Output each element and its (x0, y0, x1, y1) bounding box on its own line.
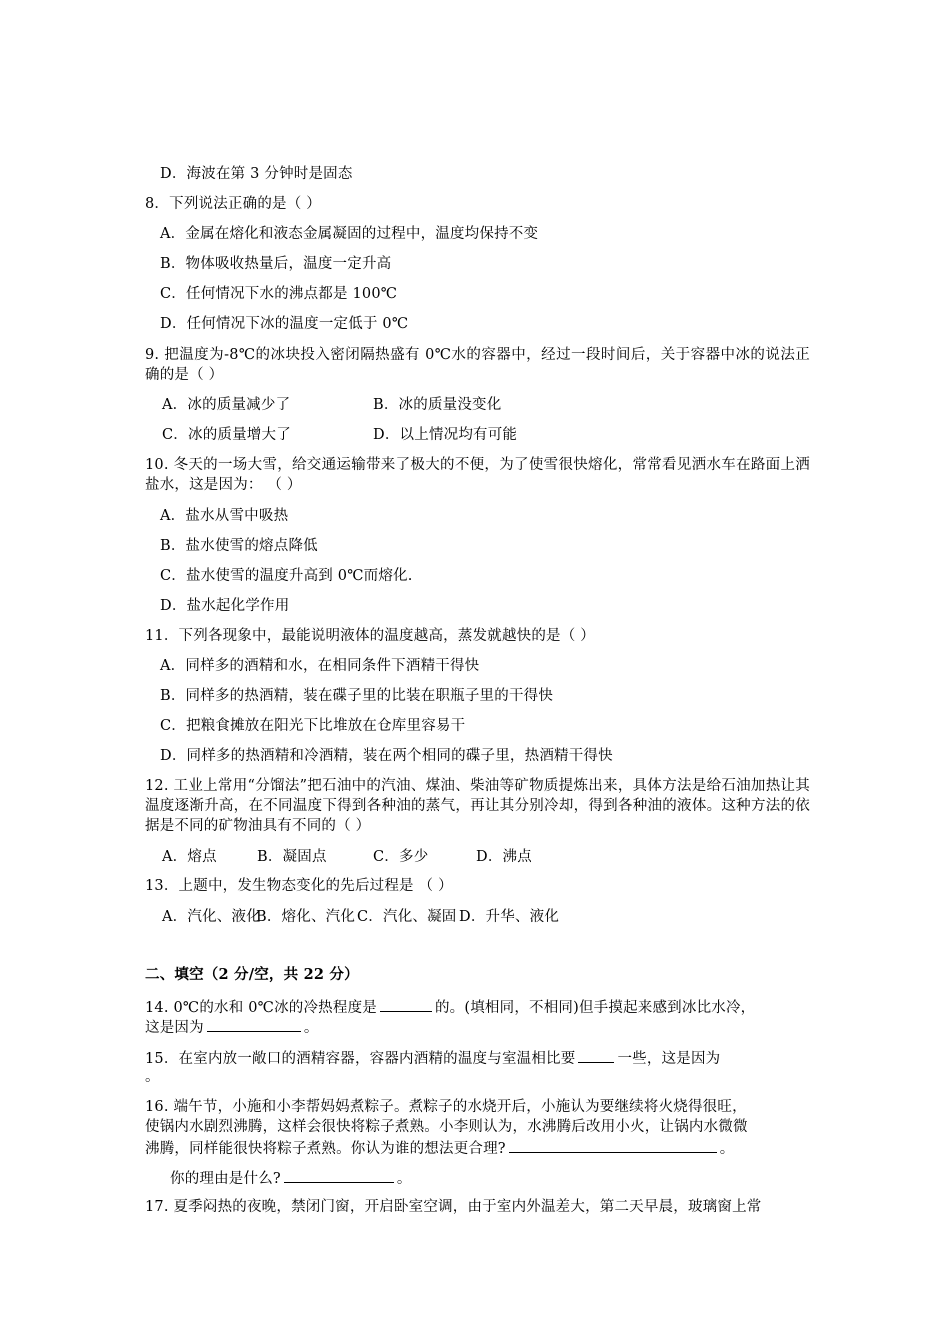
q11-option-a: A．同样多的酒精和水，在相同条件下酒精干得快 (160, 658, 480, 674)
q13-option-d: D．升华、液化 (459, 909, 560, 925)
q15-text-1: 15．在室内放一敞口的酒精容器，容器内酒精的温度与室温相比要 (145, 1051, 576, 1067)
q16-line1: 16. 端午节，小施和小李帮妈妈煮粽子。煮粽子的水烧开后，小施认为要继续将火烧得很旺， (145, 1099, 747, 1115)
q10-stem: 10. 冬天的一场大雪，给交通运输带来了极大的不便，为了使雪很快熔化，常常看见洒水车在路面上洒盐水，这是因为： （ ） (145, 457, 810, 493)
q15-text-2: 一些，这是因为 (617, 1051, 721, 1067)
q11-option-b: B．同样多的热酒精，装在碟子里的比装在职瓶子里的干得快 (160, 688, 554, 704)
q16-reason-line (170, 1167, 412, 1189)
q14-text-4: 。 (303, 1020, 319, 1036)
q9-option-a: A．冰的质量减少了 (162, 397, 291, 413)
q14-blank-2[interactable] (207, 1016, 301, 1032)
q10-option-b: B．盐水使雪的熔点降低 (160, 538, 318, 554)
q14-text-1: 14. 0℃的水和 0℃冰的冷热程度是 (145, 1000, 377, 1016)
q16-reason-end: 。 (396, 1171, 412, 1187)
q9-stem: 9. 把温度为-8℃的冰块投入密闭隔热盛有 0℃水的容器中，经过一段时间后，关于容器中冰的说法正确的是（ ） (145, 347, 810, 383)
q16-text-3-end: 。 (719, 1141, 735, 1157)
q14-text-3: 这是因为 (145, 1020, 204, 1036)
q11-option-c: C．把粮食摊放在阳光下比堆放在仓库里容易干 (160, 718, 466, 734)
q16-line2: 使锅内水剧烈沸腾，这样会很快将粽子煮熟。小李则认为，水沸腾后改用小火，让锅内水微微 (145, 1119, 748, 1135)
q9-option-d: D．以上情况均有可能 (373, 427, 518, 443)
q12-option-a: A．熔点 (162, 849, 217, 865)
q8-stem: 8．下列说法正确的是（ ） (145, 196, 321, 212)
q10-option-c: C．盐水使雪的温度升高到 0℃而熔化. (160, 568, 413, 584)
q12-option-c: C．多少 (373, 849, 429, 865)
q12-option-d: D．沸点 (476, 849, 532, 865)
q10-option-d: D．盐水起化学作用 (160, 598, 290, 614)
q11-stem: 11．下列各现象中，最能说明液体的温度越高，蒸发就越快的是（ ） (145, 628, 595, 644)
q8-option-d: D．任何情况下冰的温度一定低于 0℃ (160, 316, 409, 332)
q9-option-b: B．冰的质量没变化 (373, 397, 502, 413)
q13-option-c: C．汽化、凝固 (357, 909, 457, 925)
q14-line1 (145, 996, 755, 1018)
q14-blank-1[interactable] (380, 996, 432, 1012)
q8-option-c: C．任何情况下水的沸点都是 100℃ (160, 286, 398, 302)
q8-option-a: A．金属在熔化和液态金属凝固的过程中，温度均保持不变 (160, 226, 539, 242)
q17-line1: 17. 夏季闷热的夜晚，禁闭门窗，开启卧室空调，由于室内外温差大，第二天早晨，玻璃窗上常 (145, 1199, 762, 1215)
q15-line1 (145, 1047, 720, 1069)
q13-option-a: A．汽化、液化 (162, 909, 261, 925)
q15-blank-1[interactable] (578, 1047, 614, 1063)
q10-option-a: A．盐水从雪中吸热 (160, 508, 289, 524)
q16-line3 (145, 1137, 734, 1159)
q14-text-2: 的。(填相同，不相同)但手摸起来感到冰比水冷， (434, 1000, 756, 1016)
q16-reason-text: 你的理由是什么? (170, 1171, 281, 1187)
q8-option-b: B．物体吸收热量后，温度一定升高 (160, 256, 392, 272)
q16-blank-2[interactable] (284, 1167, 394, 1183)
q12-option-b: B．凝固点 (257, 849, 327, 865)
q9-option-c: C．冰的质量增大了 (162, 427, 291, 443)
q11-option-d: D．同样多的热酒精和冷酒精，装在两个相同的碟子里，热酒精干得快 (160, 748, 613, 764)
q7-option-d: D．海波在第 3 分钟时是固态 (160, 166, 353, 182)
q15-blank-2-end: 。 (145, 1069, 160, 1085)
q16-blank-1[interactable] (509, 1137, 717, 1153)
q14-line2 (145, 1016, 319, 1038)
q13-option-b: B．熔化、汽化 (256, 909, 356, 925)
q12-stem: 12. 工业上常用“分馏法”把石油中的汽油、煤油、柴油等矿物质提炼出来，具体方法是给石油加热让其温度逐渐升高，在不同温度下得到各种油的蒸气，再让其分别冷却，得到各种油的液体。这种方法的依据是不同的矿物油具有不同的（ ） (145, 778, 810, 834)
q13-stem: 13．上题中，发生物态变化的先后过程是 （ ） (145, 878, 453, 894)
section-2-title: 二、填空（2 分/空，共 22 分） (145, 966, 359, 983)
q16-text-3: 沸腾，同样能很快将粽子煮熟。你认为谁的想法更合理? (145, 1141, 506, 1157)
